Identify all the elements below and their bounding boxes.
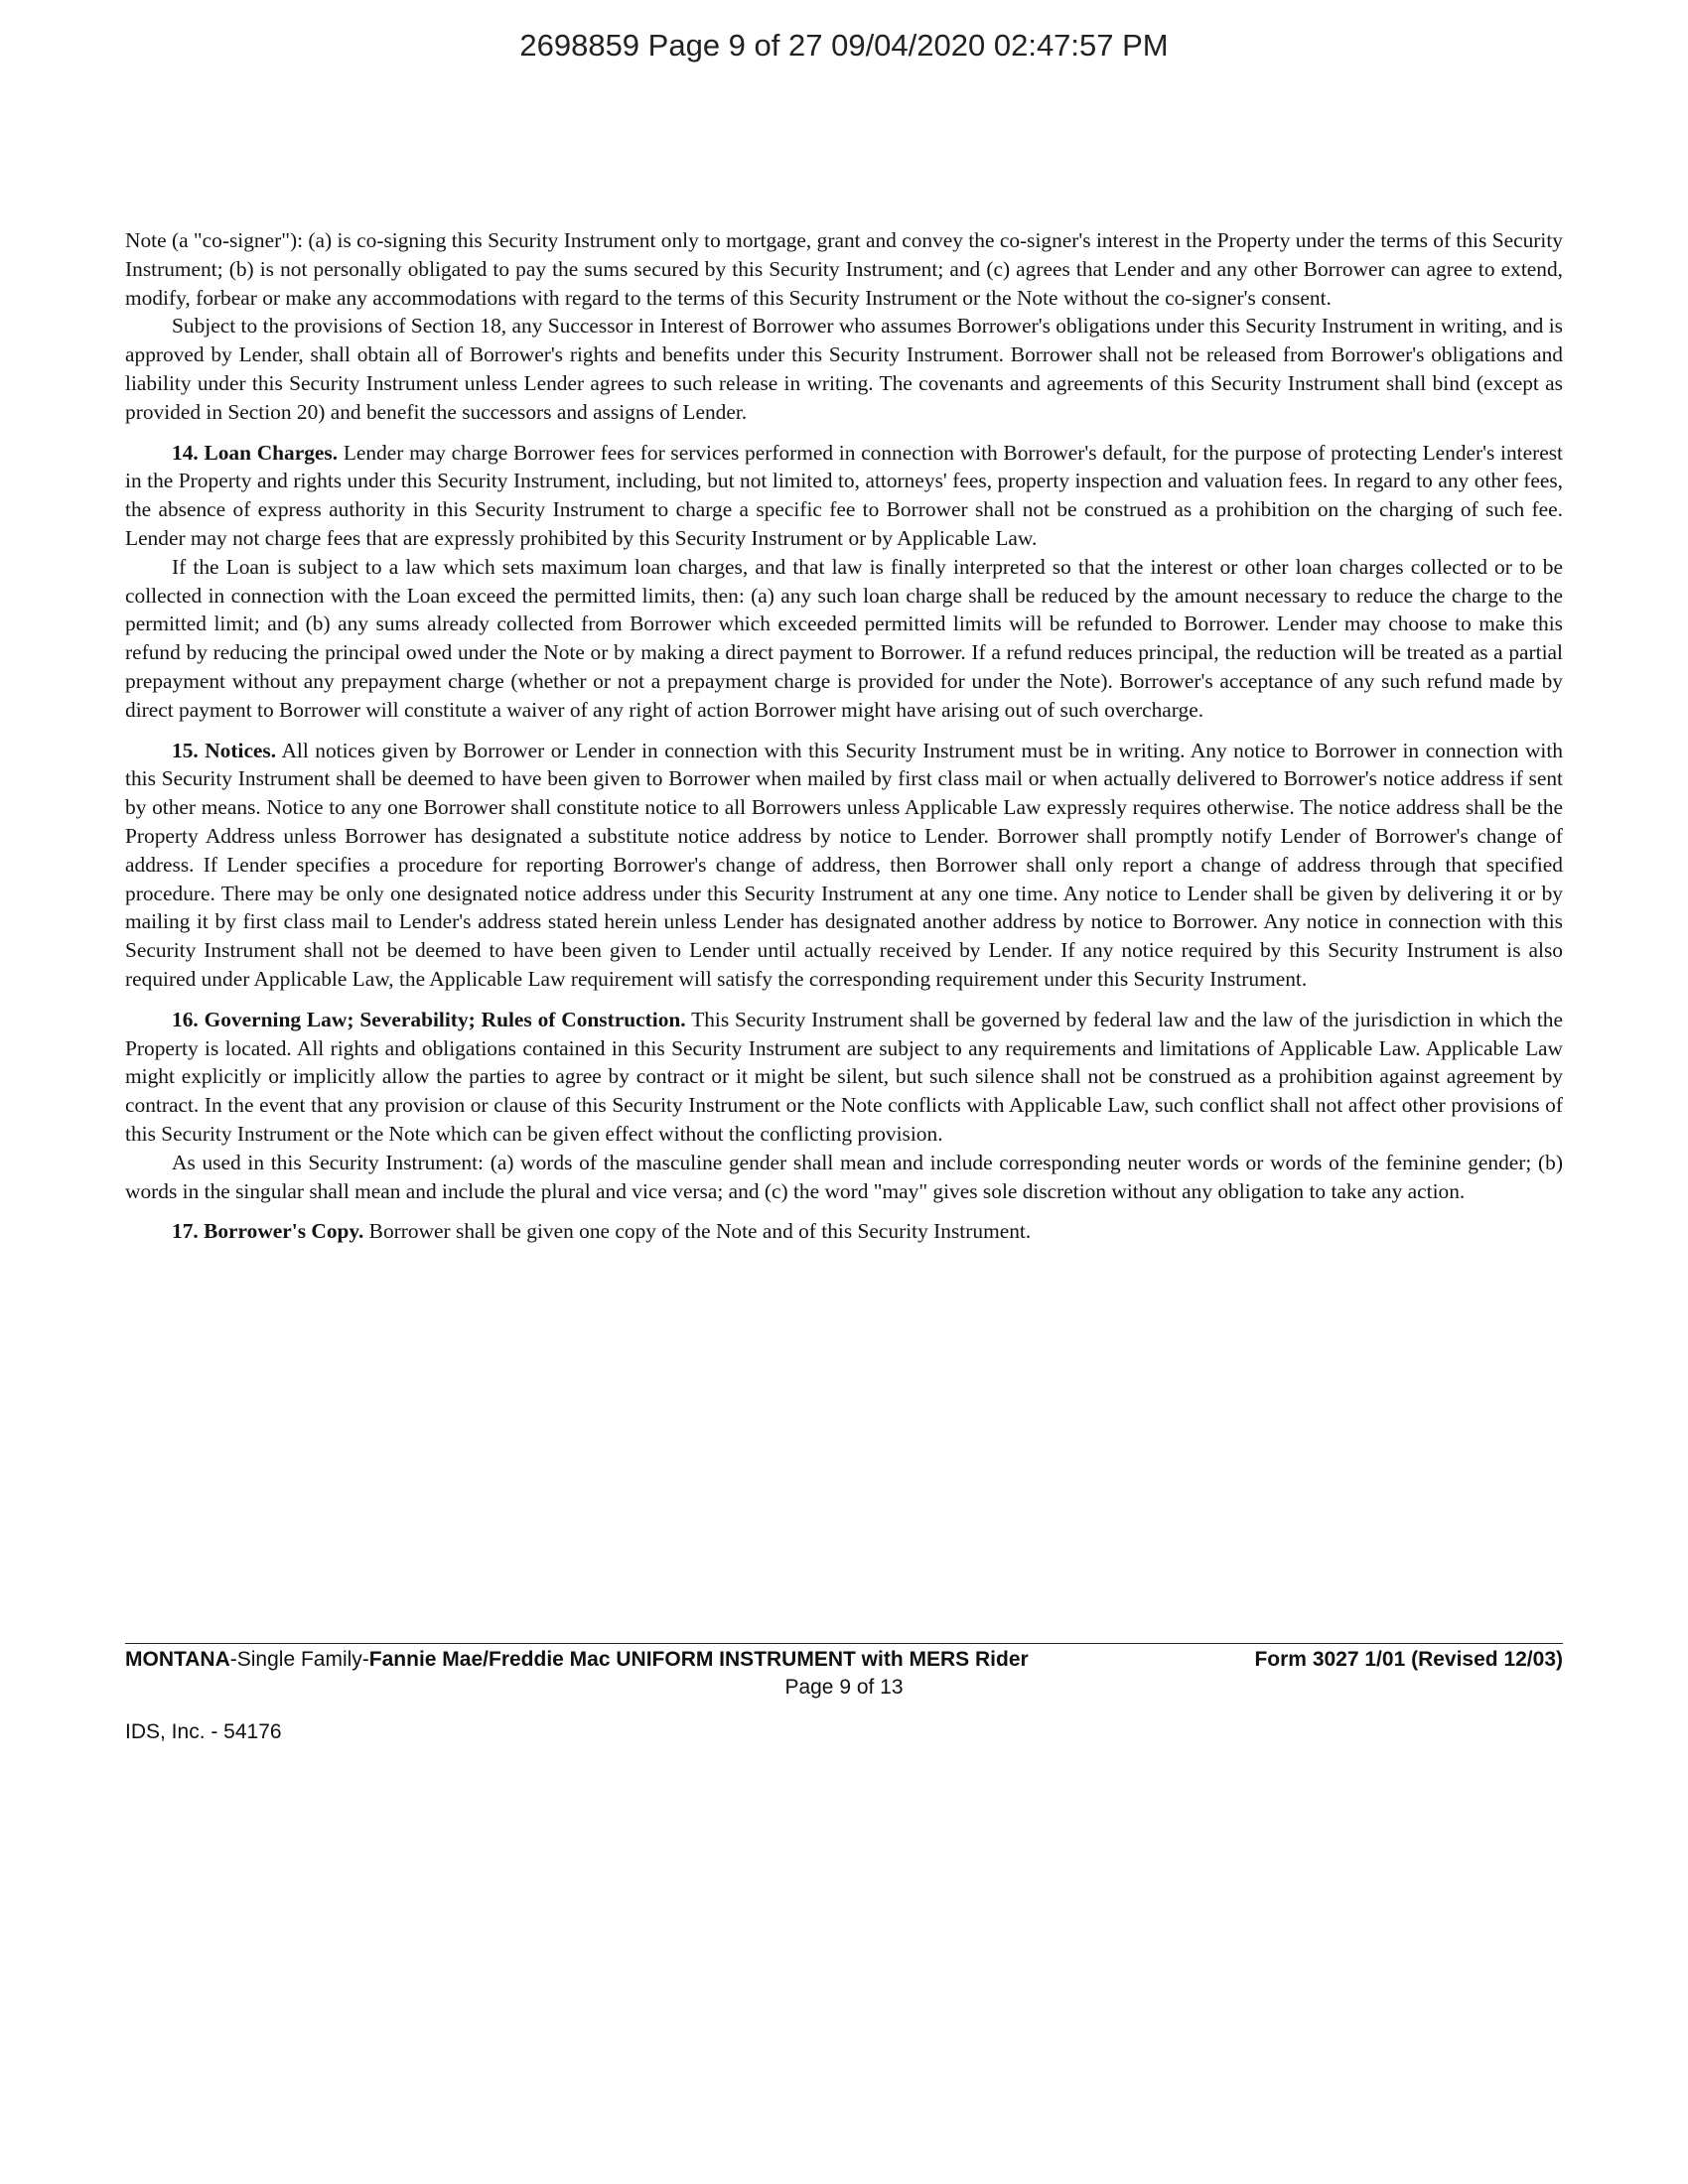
section-heading: 17. Borrower's Copy.: [172, 1219, 364, 1244]
section-17-borrowers-copy: [125, 1217, 1563, 1246]
section-14-paragraph-2: If the Loan is subject to a law which sets maximum loan charges, and that law is finally interpreted so that the interest or other loan charges collected or to be collected in connection with the Loan exceed the permitted limits, then: (a) any such loan charge shall be reduced by the amount necessary to reduce the charge to the permitted limit; and (b) any sums already collected from Borrower which exceeded permitted limits will be refunded to Borrower. Lender may choose to make this refund by reducing the principal owed under the Note or by making a direct payment to Borrower. If a refund reduces principal, the reduction will be treated as a partial prepayment without any prepayment charge (whether or not a prepayment charge is provided for under the Note). Borrower's acceptance of any such refund made by direct payment to Borrower will constitute a waiver of any right of action Borrower might have arising out of such overcharge.: [125, 554, 1563, 722]
section-text: Lender may charge Borrower fees for services performed in connection with Borrower's default, for the purpose of protecting Lender's interest in the Property and rights under this Security Instrument, including, but not limited to, attorneys' fees, property inspection and valuation fees. In regard to any other fees, the absence of express authority in this Security Instrument to charge a specific fee to Borrower shall not be construed as a prohibition on the charging of such fee. Lender may not charge fees that are expressly prohibited by this Security Instrument or by Applicable Law.: [125, 440, 1563, 550]
footer-divider: [125, 1643, 1563, 1644]
footer-form-type: -Single Family-: [229, 1648, 369, 1671]
footer-state: MONTANA: [125, 1648, 230, 1671]
page-stamp-header: 2698859 Page 9 of 27 09/04/2020 02:47:57 PM: [519, 28, 1169, 63]
footer-page-number: Page 9 of 13: [784, 1676, 904, 1699]
section-text: This Security Instrument shall be governed by federal law and the law of the jurisdiction in which the Property is located. All rights and obligations contained in this Security Instrument are subject to any requirements and limitations of Applicable Law. Applicable Law might explicitly or implicitly allow the parties to agree by contract or it might be silent, but such silence shall not be construed as a prohibition against agreement by contract. In the event that any provision or clause of this Security Instrument or the Note conflicts with Applicable Law, such conflict shall not affect other provisions of this Security Instrument or the Note which can be given effect without the conflicting provision.: [125, 1007, 1563, 1146]
continuation-paragraph: Subject to the provisions of Section 18, any Successor in Interest of Borrower who assumes Borrower's obligations under this Security Instrument in writing, and is approved by Lender, shall obtain all of Borrower's rights and benefits under this Security Instrument. Borrower shall not be released from Borrower's obligations and liability under this Security Instrument unless Lender agrees to such release in writing. The covenants and agreements of this Security Instrument shall bind (except as provided in Section 20) and benefit the successors and assigns of Lender.: [125, 314, 1563, 424]
section-text: Borrower shall be given one copy of the Note and of this Security Instrument.: [368, 1219, 1032, 1244]
section-16-paragraph-2: As used in this Security Instrument: (a) words of the masculine gender shall mean and include corresponding neuter words or words of the feminine gender; (b) words in the singular shall mean and include the plural and vice versa; and (c) the word "may" gives sole discretion without any obligation to take any action.: [125, 1150, 1563, 1203]
footer-vendor-id: IDS, Inc. - 54176: [125, 1720, 282, 1743]
section-16-governing-law: [125, 1006, 1563, 1149]
footer-form-name: Fannie Mae/Freddie Mac UNIFORM INSTRUMENT with MERS Rider: [368, 1648, 1029, 1671]
section-heading: 14. Loan Charges.: [172, 440, 339, 465]
document-body: [125, 226, 1563, 1246]
section-15-notices: [125, 737, 1563, 994]
section-heading: 16. Governing Law; Severability; Rules of Construction.: [172, 1007, 686, 1031]
continuation-paragraph: Note (a "co-signer"): (a) is co-signing this Security Instrument only to mortgage, grant and convey the co-signer's interest in the Property under the terms of this Security Instrument; (b) is not personally obligated to pay the sums secured by this Security Instrument; and (c) agrees that Lender and any other Borrower can agree to extend, modify, forbear or make any accommodations with regard to the terms of this Security Instrument or the Note without the co-signer's consent.: [125, 228, 1563, 310]
section-14-loan-charges: [125, 439, 1563, 553]
footer-form-title: [125, 1648, 1029, 1672]
footer-form-number: Form 3027 1/01 (Revised 12/03): [1254, 1648, 1563, 1671]
section-text: All notices given by Borrower or Lender in connection with this Security Instrument must be in writing. Any notice to Borrower in connection with this Security Instrument shall be deemed to have been given to Borrower when mailed by first class mail or when actually delivered to Borrower's notice address if sent by other means. Notice to any one Borrower shall constitute notice to all Borrowers unless Applicable Law expressly requires otherwise. The notice address shall be the Property Address unless Borrower has designated a substitute notice address by notice to Lender. Borrower shall promptly notify Lender of Borrower's change of address. If Lender specifies a procedure for reporting Borrower's change of address, then Borrower shall only report a change of address through that specified procedure. There may be only one designated notice address under this Security Instrument at any one time. Any notice to Lender shall be given by delivering it or by mailing it by first class mail to Lender's address stated herein unless Lender has designated another address by notice to Borrower. Any notice in connection with this Security Instrument shall not be deemed to have been given to Lender until actually received by Lender. If any notice required by this Security Instrument is also required under Applicable Law, the Applicable Law requirement will satisfy the corresponding requirement under this Security Instrument.: [125, 738, 1563, 991]
section-heading: 15. Notices.: [172, 738, 277, 762]
